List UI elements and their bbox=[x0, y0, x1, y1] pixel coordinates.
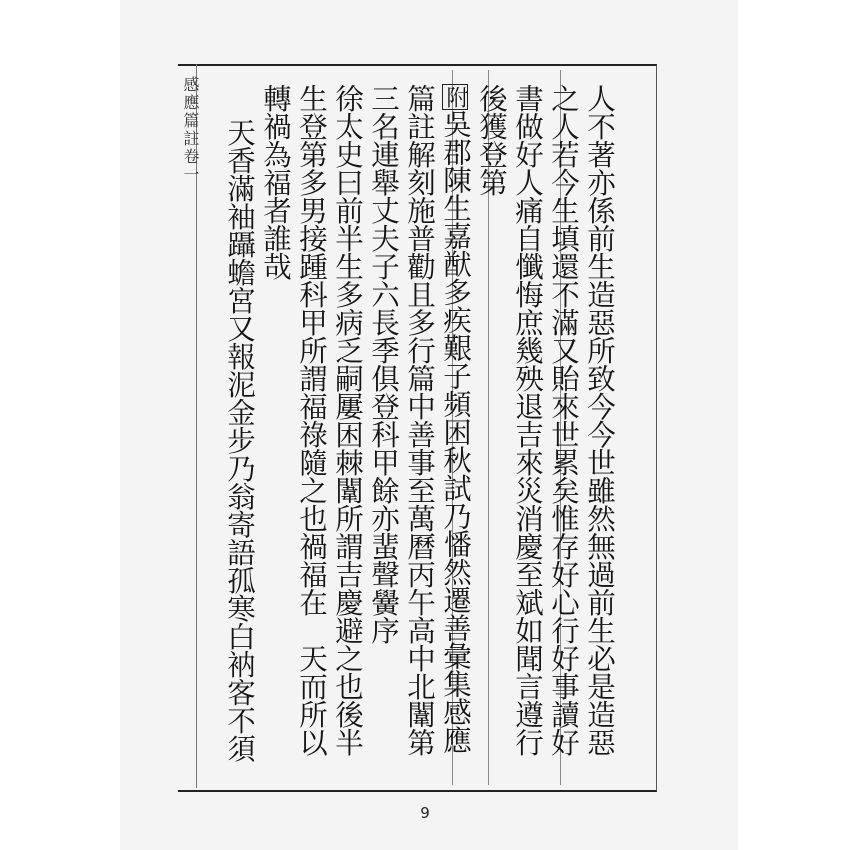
annotation-mark: 附 bbox=[443, 86, 468, 108]
margin-title: 感應篇註卷一 bbox=[181, 76, 200, 184]
text-column-6: 篇註解刻施普勸且多行篇中善事至萬曆丙午高中北闈第 bbox=[403, 84, 436, 756]
text-column-7: 三名連舉丈夫子六長季俱登科甲餘亦蜚聲黌序 bbox=[367, 84, 400, 644]
text-column-1: 人不著亦係前生造惡所致今今世雖然無過前生必是造惡 bbox=[583, 84, 616, 756]
text-column-10: 轉禍為福者誰哉 bbox=[259, 84, 292, 280]
text-column-5 bbox=[438, 84, 472, 754]
text-column-5-body: 吳郡陳生嘉猷多疾艱子頻困秋試乃憣然遷善彙集感應 bbox=[439, 109, 472, 754]
text-column-2: 之人若今生填還不滿又貽來世累矣惟存好心行好事讀好 bbox=[547, 84, 580, 756]
text-column-3: 書做好人痛自懺悔庶幾殃退吉來災消慶至斌如聞言遵行 bbox=[511, 84, 544, 756]
text-column-4: 後獲登第 bbox=[475, 84, 508, 196]
text-column-11: 天香滿袖躡蟾宮又報泥金步乃翁寄語孤寒白衲客不須 bbox=[223, 118, 256, 762]
text-column-9: 生登第多男接踵科甲所謂福祿隨之也禍福在 天而所以 bbox=[295, 84, 328, 756]
page-number: 9 bbox=[420, 804, 430, 822]
text-column-8: 徐太史曰前半生多病乏嗣屢困棘闈所謂吉慶避之也後半 bbox=[331, 84, 364, 756]
